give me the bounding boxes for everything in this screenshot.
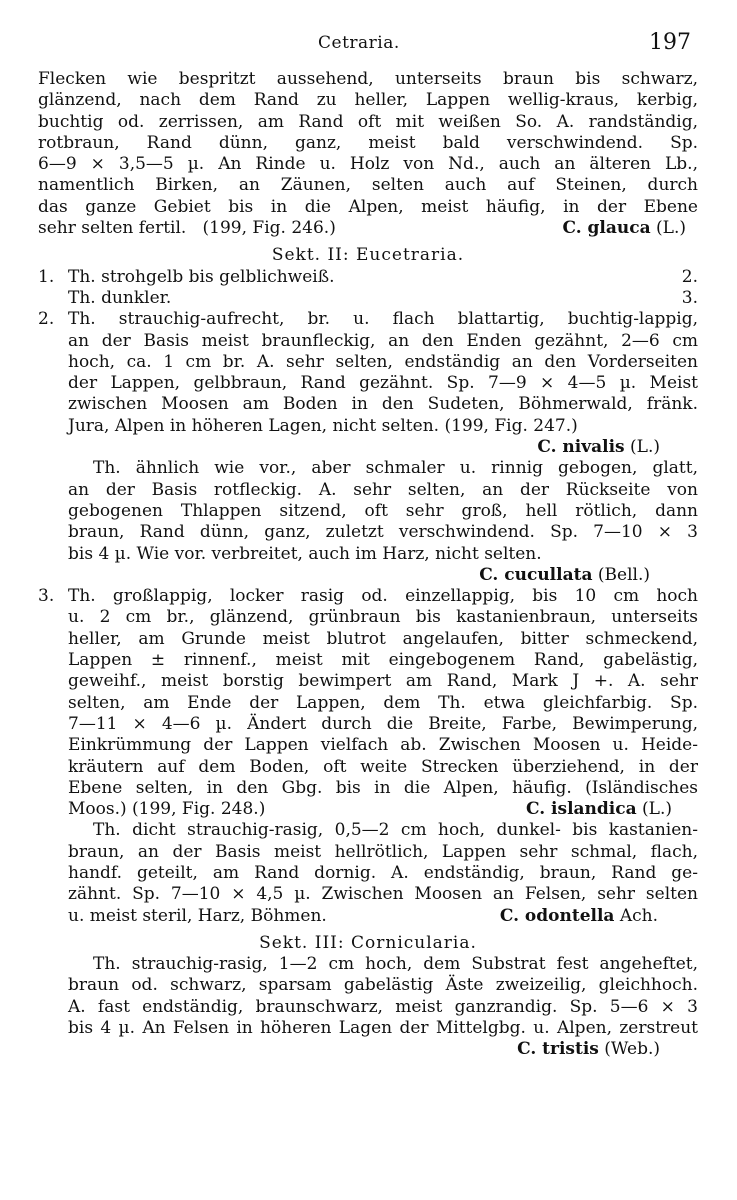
- text-line: zähnt. Sp. 7—10 × 4,5 µ. Zwischen Moosen an Felsen, sehr selten: [68, 884, 698, 905]
- key-number: 3.: [38, 586, 55, 607]
- text-line: A. fast endständig, braunschwarz, meist ganzrandig. Sp. 5—6 × 3: [68, 996, 698, 1017]
- key-entry: [38, 309, 698, 330]
- species-name: C. glauca: [562, 218, 651, 239]
- text-line: gebogenen Thlappen sitzend, oft sehr groß, hell rötlich, dann: [68, 500, 698, 521]
- text-line: Jura, Alpen in höheren Lagen, nicht selten. (199, Fig. 247.): [68, 415, 578, 436]
- text-line: Th. dicht strauchig-rasig, 0,5—2 cm hoch, dunkel- bis kastanien-: [93, 820, 698, 841]
- text-line: Flecken wie bespritzt aussehend, unterseits braun bis schwarz,: [38, 69, 698, 89]
- text-line: kräutern auf dem Boden, oft weite Strecken überziehend, in der: [68, 756, 698, 777]
- text-line: an der Basis rotfleckig. A. sehr selten, an der Rückseite von: [68, 479, 698, 500]
- species-author: (Web.): [604, 1039, 660, 1060]
- text-line: Einkrümmung der Lappen vielfach ab. Zwischen Moosen u. Heide-: [68, 735, 698, 756]
- text-line: glänzend, nach dem Rand zu heller, Lappen wellig-kraus, kerbig,: [38, 90, 698, 111]
- key-entry: [38, 586, 698, 607]
- key-entry: [38, 288, 698, 309]
- text-line: u. meist steril, Harz, Böhmen.: [68, 905, 327, 926]
- text-line: hoch, ca. 1 cm br. A. sehr selten, endständig an den Vorderseiten: [68, 351, 698, 372]
- text-line: bis 4 µ. An Felsen in höheren Lagen der Mittelgbg. u. Alpen, zerstreut: [68, 1018, 698, 1039]
- text-line: Th. strauchig-aufrecht, br. u. flach blattartig, buchtig-lappig,: [68, 309, 698, 330]
- key-ref: 2.: [681, 266, 698, 287]
- species-name: C. nivalis: [537, 437, 625, 458]
- text-line-species: [38, 218, 698, 239]
- key-number: 2.: [38, 309, 55, 330]
- species-author: (L.): [656, 218, 686, 239]
- section-heading: Sekt. II: Eucetraria.: [271, 245, 465, 266]
- text-line: rotbraun, Rand dünn, ganz, meist bald verschwindend. Sp.: [38, 132, 698, 153]
- species-line: [38, 437, 698, 458]
- key-number: 1.: [38, 266, 55, 287]
- key-entry: [38, 267, 698, 288]
- text-line: u. 2 cm br., glänzend, grünbraun bis kastanienbraun, unterseits: [68, 607, 698, 628]
- text-line: Th. großlappig, locker rasig od. einzellappig, bis 10 cm hoch: [68, 586, 698, 607]
- page-body: [38, 69, 698, 1061]
- running-title: Cetraria.: [318, 33, 400, 53]
- text-line: sehr selten fertil. (199, Fig. 246.): [38, 218, 336, 239]
- section-heading: Sekt. III: Cornicularia.: [259, 932, 477, 953]
- text-line: bis 4 µ. Wie vor. verbreitet, auch im Harz, nicht selten.: [68, 543, 542, 564]
- text-line: handf. geteilt, am Rand dornig. A. endständig, braun, Rand ge-: [68, 862, 698, 883]
- species-author: (L.): [642, 799, 672, 820]
- text-line: das ganze Gebiet bis in die Alpen, meist häufig, in der Ebene: [38, 196, 698, 217]
- text-line: 6—9 × 3,5—5 µ. An Rinde u. Holz von Nd., auch an älteren Lb.,: [38, 154, 698, 175]
- text-line-species: [38, 799, 698, 820]
- page-number: 197: [649, 30, 691, 55]
- species-line: [38, 1039, 698, 1060]
- species-author: (Bell.): [597, 564, 650, 585]
- text-line: Ebene selten, in den Gbg. bis in die Alpen, häufig. (Isländisches: [68, 777, 698, 798]
- text-line: selten, am Ende der Lappen, dem Th. etwa gleichfarbig. Sp.: [68, 692, 698, 713]
- text-line: zwischen Moosen am Boden in den Sudeten, Böhmerwald, fränk.: [68, 394, 698, 415]
- species-name: C. cucullata: [479, 564, 593, 585]
- text-line: Th. ähnlich wie vor., aber schmaler u. rinnig gebogen, glatt,: [93, 458, 698, 479]
- page-header: [0, 30, 737, 60]
- text-line: namentlich Birken, an Zäunen, selten auch auf Steinen, durch: [38, 175, 698, 196]
- text-line: buchtig od. zerrissen, am Rand oft mit weißen So. A. randständig,: [38, 111, 698, 132]
- text-line: Th. strauchig-rasig, 1—2 cm hoch, dem Substrat fest angeheftet,: [93, 954, 698, 975]
- text-line: braun, an der Basis meist hellrötlich, Lappen sehr schmal, flach,: [68, 841, 698, 862]
- key-text: Th. dunkler.: [68, 287, 172, 308]
- species-author: (L.): [630, 437, 660, 458]
- text-line: Lappen ± rinnenf., meist mit eingebogenem Rand, gabelästig,: [68, 650, 698, 671]
- text-line: heller, am Grunde meist blutrot angelaufen, bitter schmeckend,: [68, 628, 698, 649]
- text-line: 7—11 × 4—6 µ. Ändert durch die Breite, Farbe, Bewimperung,: [68, 713, 698, 734]
- species-author: Ach.: [619, 905, 658, 926]
- text-line-species: [38, 906, 698, 927]
- species-line: [38, 565, 698, 586]
- text-line: geweihf., meist borstig bewimpert am Rand, Mark J +. A. sehr: [68, 671, 698, 692]
- key-text: Th. strohgelb bis gelblichweiß.: [68, 266, 335, 287]
- species-name: C. islandica: [525, 799, 637, 820]
- text-line: braun, Rand dünn, ganz, zuletzt verschwindend. Sp. 7—10 × 3: [68, 522, 698, 543]
- text-line: der Lappen, gelbbraun, Rand gezähnt. Sp. 7—9 × 4—5 µ. Meist: [68, 373, 698, 394]
- key-ref: 3.: [681, 287, 698, 308]
- species-name: C. odontella: [499, 905, 615, 926]
- text-line: Moos.) (199, Fig. 248.): [68, 799, 266, 820]
- text-line: braun od. schwarz, sparsam gabelästig Äste zweizeilig, gleichhoch.: [68, 975, 698, 996]
- species-name: C. tristis: [517, 1039, 599, 1060]
- text-line: an der Basis meist braunfleckig, an den Enden gezähnt, 2—6 cm: [68, 330, 698, 351]
